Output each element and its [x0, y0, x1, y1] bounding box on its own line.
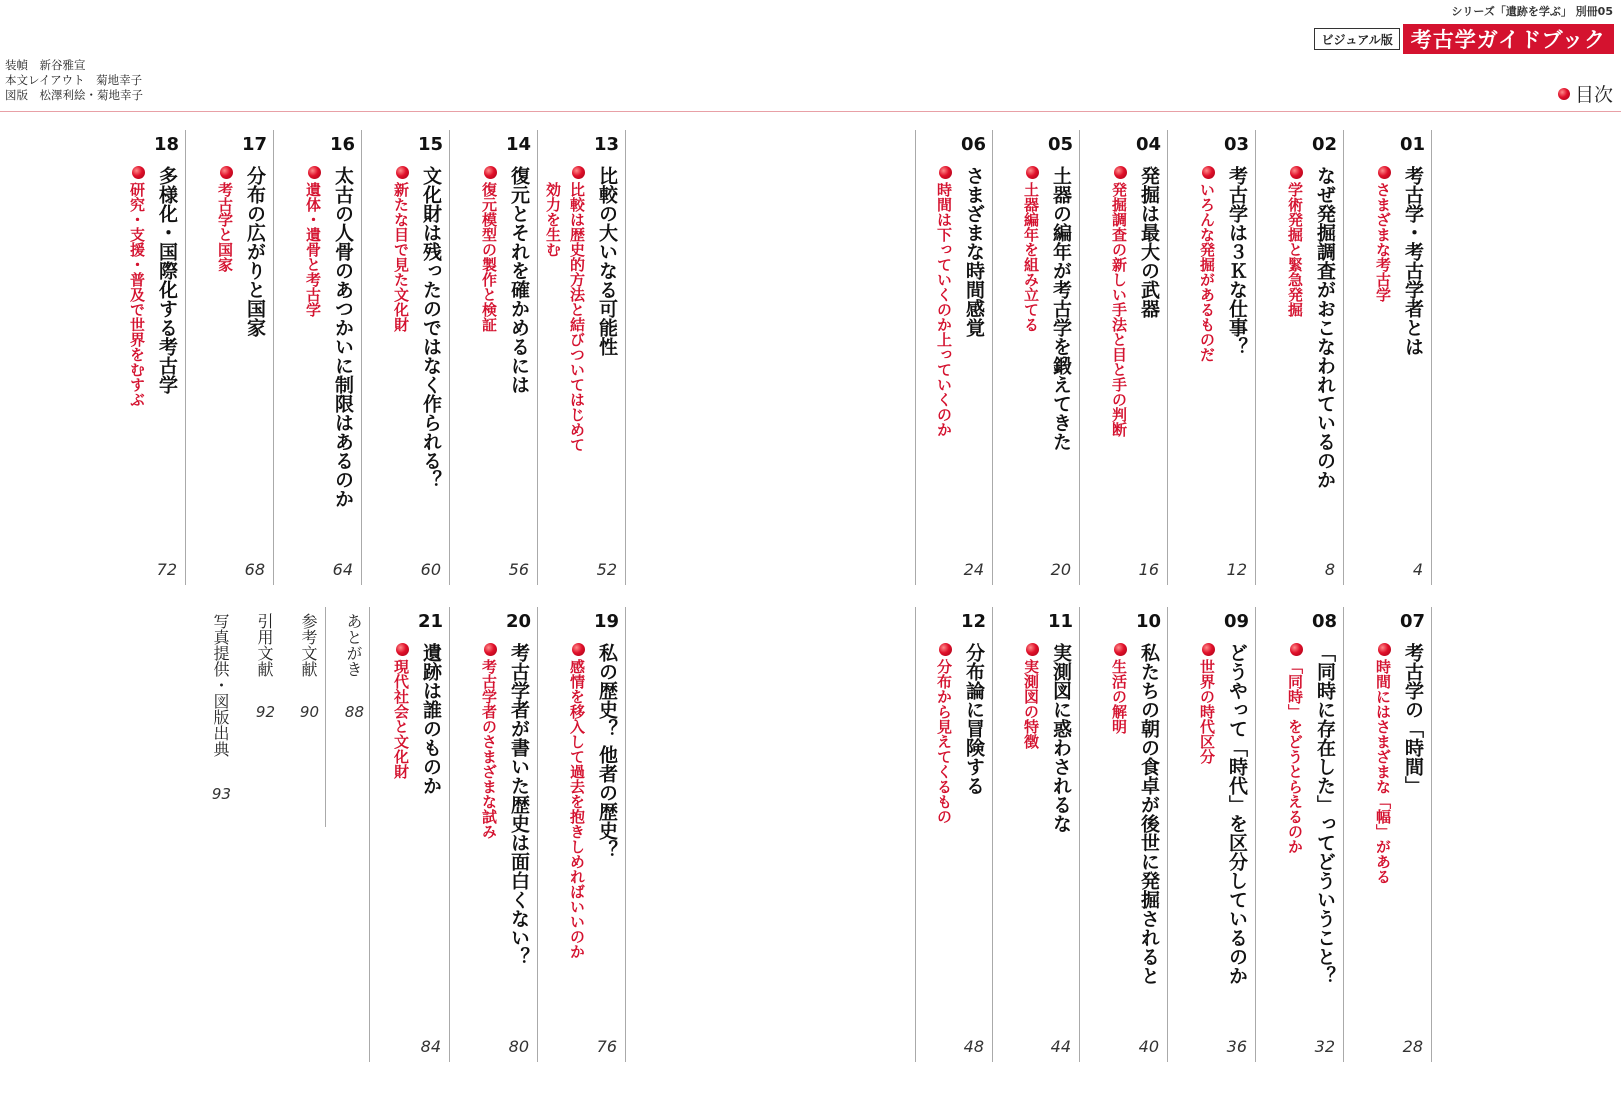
- chapter-title: 発掘は最大の武器: [1138, 166, 1160, 318]
- bullet-icon: [939, 166, 952, 179]
- chapter-number: 21: [417, 611, 443, 632]
- chapter-number: 11: [1047, 611, 1073, 632]
- chapter-title: 考古学・考古学者とは: [1402, 166, 1424, 356]
- page-number: 80: [508, 1037, 529, 1056]
- bullet-icon: [572, 643, 585, 656]
- chapter-subtitle: 学術発掘と緊急発掘: [1286, 182, 1304, 317]
- chapter-number: 04: [1135, 134, 1161, 155]
- chapter-entry[interactable]: [1091, 130, 1168, 585]
- chapter-number: 09: [1223, 611, 1249, 632]
- chapter-number: 12: [960, 611, 986, 632]
- chapter-title: 私たちの朝の食卓が後世に発掘されると: [1138, 643, 1160, 985]
- page-number: 40: [1138, 1037, 1159, 1056]
- bullet-icon: [132, 166, 145, 179]
- chapter-title: 遺跡は誰のものか: [420, 643, 442, 795]
- page-number: 44: [1050, 1037, 1071, 1056]
- page-number: 36: [1226, 1037, 1247, 1056]
- bullet-icon: [396, 643, 409, 656]
- chapter-title: 多様化・国際化する考古学: [156, 166, 178, 394]
- chapter-subtitle: 感情を移入して過去を抱きしめればいいのか: [568, 659, 586, 959]
- bullet-icon: [1202, 166, 1215, 179]
- chapter-subtitle: 考古学と国家: [216, 182, 234, 272]
- page-number: 12: [1226, 560, 1247, 579]
- header-divider: [0, 111, 1621, 112]
- chapter-entry[interactable]: [1179, 130, 1256, 585]
- back-matter-title: 引用文献: [255, 613, 274, 677]
- chapter-number: 05: [1047, 134, 1073, 155]
- chapter-number: 14: [505, 134, 531, 155]
- page-number: 88: [344, 703, 364, 721]
- credits: [5, 58, 143, 103]
- chapter-title: 復元とそれを確かめるには: [508, 166, 530, 394]
- chapter-subtitle: 現代社会と文化財: [392, 659, 410, 779]
- bullet-icon: [396, 166, 409, 179]
- chapter-title: 私の歴史？ 他者の歴史？: [596, 643, 618, 859]
- chapter-number: 16: [329, 134, 355, 155]
- page-number: 92: [255, 703, 275, 721]
- chapter-title: 考古学は３Ｋな仕事？: [1226, 166, 1248, 356]
- page-number: 28: [1402, 1037, 1423, 1056]
- chapter-number: 18: [153, 134, 179, 155]
- bullet-icon: [308, 166, 321, 179]
- bullet-icon: [572, 166, 585, 179]
- chapter-subtitle: さまざまな考古学: [1374, 182, 1392, 302]
- chapter-entry[interactable]: [1003, 607, 1080, 1062]
- chapter-title: 考古学の「時間」: [1402, 643, 1424, 795]
- bullet-icon: [484, 166, 497, 179]
- chapter-entry[interactable]: [915, 607, 993, 1062]
- chapter-title: 考古学者が書いた歴史は面白くない？: [508, 643, 530, 966]
- bullet-icon: [939, 643, 952, 656]
- page-number: 52: [596, 560, 617, 579]
- chapter-number: 15: [417, 134, 443, 155]
- bullet-icon: [484, 643, 497, 656]
- page-number: 8: [1324, 560, 1335, 579]
- chapter-title: 比較の大いなる可能性: [596, 166, 618, 356]
- chapter-number: 19: [593, 611, 619, 632]
- bullet-icon: [1378, 643, 1391, 656]
- chapter-subtitle: 「同時」をどうとらえるのか: [1286, 659, 1304, 854]
- page-number: 24: [963, 560, 984, 579]
- chapter-entry[interactable]: [1355, 607, 1432, 1062]
- chapter-subtitle: 世界の時代区分: [1198, 659, 1216, 764]
- chapter-entry[interactable]: [285, 130, 362, 585]
- chapter-subtitle: 考古学者のさまざまな試み: [480, 659, 498, 839]
- chapter-title: どうやって「時代」を区分しているのか: [1226, 643, 1248, 985]
- chapter-subtitle: 研究・支援・普及で世界をむすぶ: [128, 182, 146, 407]
- chapter-title: 分布の広がりと国家: [244, 166, 266, 337]
- chapter-number: 17: [241, 134, 267, 155]
- bullet-icon: [1558, 88, 1570, 100]
- chapter-entry[interactable]: [544, 130, 626, 585]
- chapter-entry[interactable]: [1267, 607, 1344, 1062]
- bullet-icon: [1202, 643, 1215, 656]
- chapter-title: なぜ発掘調査がおこなわれているのか: [1314, 166, 1336, 489]
- chapter-entry[interactable]: [461, 607, 538, 1062]
- chapter-entry[interactable]: [1267, 130, 1344, 585]
- chapter-title: 「同時に存在した」ってどういうこと？: [1314, 643, 1336, 985]
- chapter-subtitle: 復元模型の製作と検証: [480, 182, 498, 332]
- chapter-entry[interactable]: [915, 130, 993, 585]
- chapter-subtitle: 遺体・遺骨と考古学: [304, 182, 322, 317]
- chapter-title: 太古の人骨のあつかいに制限はあるのか: [332, 166, 354, 508]
- credit-line: 本文レイアウト 菊地幸子: [5, 73, 143, 87]
- page-number: 68: [244, 560, 265, 579]
- bullet-icon: [1026, 166, 1039, 179]
- chapter-subtitle: 実測図の特徴: [1022, 659, 1040, 749]
- page-number: 32: [1314, 1037, 1335, 1056]
- chapter-entry[interactable]: [549, 607, 626, 1062]
- chapter-subtitle: 効力を生む: [544, 182, 562, 257]
- credit-line: 装幀 新谷雅宣: [5, 58, 86, 72]
- page-number: 90: [299, 703, 319, 721]
- series-label: シリーズ「遺跡を学ぶ」 別冊05: [1451, 5, 1613, 18]
- toc-heading: [1558, 80, 1613, 107]
- chapter-number: 20: [505, 611, 531, 632]
- back-matter-entry[interactable]: [237, 607, 281, 827]
- chapter-number: 07: [1399, 611, 1425, 632]
- back-matter-title: 参考文献: [299, 613, 318, 677]
- back-matter-title: あとがき: [344, 613, 363, 677]
- chapter-subtitle: 時間にはさまざまな「幅」がある: [1374, 659, 1392, 884]
- chapter-number: 13: [593, 134, 619, 155]
- book-title-banner: [1314, 24, 1614, 54]
- chapter-subtitle: 分布から見えてくるもの: [935, 659, 953, 824]
- page-number: 20: [1050, 560, 1071, 579]
- bullet-icon: [220, 166, 233, 179]
- visual-edition-badge: ビジュアル版: [1314, 28, 1399, 50]
- page-number: 93: [211, 785, 231, 803]
- bullet-icon: [1026, 643, 1039, 656]
- chapter-entry[interactable]: [1355, 130, 1432, 585]
- page-number: 60: [420, 560, 441, 579]
- bullet-icon: [1290, 643, 1303, 656]
- chapter-number: 03: [1223, 134, 1249, 155]
- chapter-subtitle: 生活の解明: [1110, 659, 1128, 734]
- page-number: 48: [963, 1037, 984, 1056]
- chapter-entry[interactable]: [373, 130, 450, 585]
- page-number: 4: [1412, 560, 1423, 579]
- bullet-icon: [1290, 166, 1303, 179]
- chapter-entry[interactable]: [461, 130, 538, 585]
- credit-line: 図版 松澤利絵・菊地幸子: [5, 88, 143, 102]
- chapter-number: 02: [1311, 134, 1337, 155]
- chapter-number: 06: [960, 134, 986, 155]
- chapter-number: 01: [1399, 134, 1425, 155]
- chapter-title: さまざまな時間感覚: [963, 166, 985, 337]
- toc-heading-text: 目次: [1574, 84, 1613, 106]
- chapter-entry[interactable]: [373, 607, 450, 1062]
- chapter-entry[interactable]: [109, 130, 186, 585]
- chapter-subtitle: いろんな発掘があるものだ: [1198, 182, 1216, 362]
- chapter-entry[interactable]: [1179, 607, 1256, 1062]
- chapter-title: 土器の編年が考古学を鍛えてきた: [1050, 166, 1072, 451]
- chapter-subtitle: 発掘調査の新しい手法と目と手の判断: [1110, 182, 1128, 437]
- back-matter-title: 写真提供・図版出典: [211, 613, 230, 757]
- bullet-icon: [1114, 643, 1127, 656]
- chapter-title: 文化財は残ったのではなく作られる？: [420, 166, 442, 489]
- book-title: 考古学ガイドブック: [1403, 24, 1614, 54]
- chapter-subtitle: 比較は歴史的方法と結びついてはじめて: [568, 182, 586, 452]
- chapter-subtitle: 時間は下っていくのか上っていくのか: [935, 182, 953, 437]
- page-number: 84: [420, 1037, 441, 1056]
- chapter-number: 08: [1311, 611, 1337, 632]
- chapter-subtitle: 土器編年を組み立てる: [1022, 182, 1040, 332]
- chapter-title: 実測図に惑わされるな: [1050, 643, 1072, 833]
- back-matter-entry[interactable]: [281, 607, 325, 827]
- chapter-entry[interactable]: [1091, 607, 1168, 1062]
- back-matter-entry[interactable]: [325, 607, 370, 827]
- chapter-subtitle: 新たな目で見た文化財: [392, 182, 410, 332]
- chapter-number: 10: [1135, 611, 1161, 632]
- page-number: 64: [332, 560, 353, 579]
- back-matter-entry[interactable]: [193, 607, 237, 827]
- page-number: 56: [508, 560, 529, 579]
- bullet-icon: [1114, 166, 1127, 179]
- chapter-entry[interactable]: [197, 130, 274, 585]
- chapter-title: 分布論に冒険する: [963, 643, 985, 795]
- bullet-icon: [1378, 166, 1391, 179]
- chapter-entry[interactable]: [1003, 130, 1080, 585]
- page-number: 72: [156, 560, 177, 579]
- column-divider: [369, 607, 370, 1062]
- page-number: 76: [596, 1037, 617, 1056]
- page-number: 16: [1138, 560, 1159, 579]
